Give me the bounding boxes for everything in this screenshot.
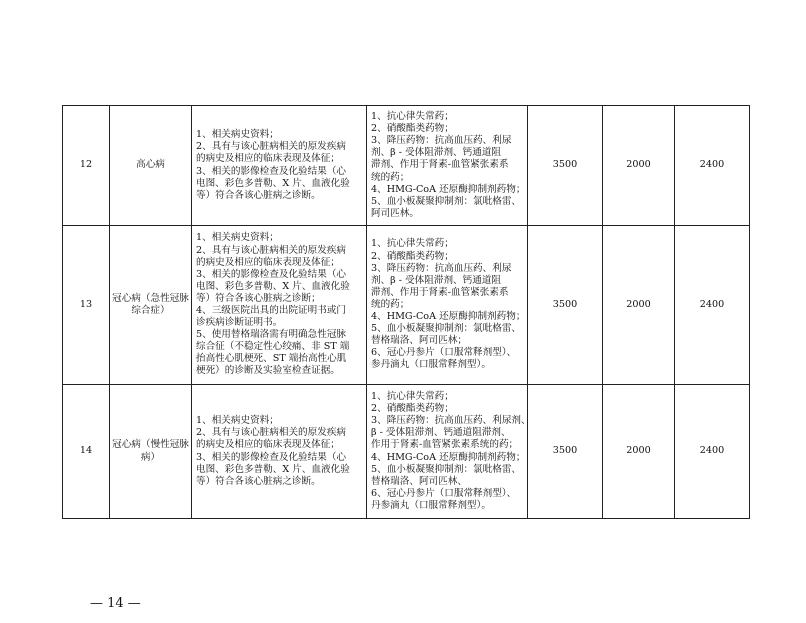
- drug-line: 阿司匹林。: [371, 207, 419, 219]
- row-number: 14: [63, 385, 110, 519]
- criteria-line: 等）符合各该心脏病之诊断。: [196, 475, 321, 487]
- drug-line: 1、抗心律失常药；: [371, 111, 454, 123]
- row-number: 12: [63, 106, 110, 226]
- disease-name: 高心病: [110, 106, 192, 226]
- drug-list: [367, 385, 531, 519]
- drug-line: 5、血小板凝聚抑制剂：氯吡格雷、: [371, 463, 522, 475]
- criteria-line: 2、具有与该心脏病相关的原发疾病: [196, 427, 347, 439]
- drug-line: 4、HMG-CoA 还原酶抑制剂药物；: [371, 451, 526, 463]
- drug-line: 3、降压药物：抗高血压药、利尿: [371, 262, 512, 274]
- amount-3: 2400: [675, 385, 750, 519]
- drug-line: 统的药；: [371, 298, 410, 310]
- amount-2: 2000: [603, 106, 675, 226]
- amount-1: 3500: [528, 226, 603, 385]
- drug-line: 剂、β - 受体阻滞剂、钙通道阻: [371, 147, 502, 159]
- drug-line: 5、血小板凝聚抑制剂：氯吡格雷、: [371, 323, 522, 335]
- amount-2: 2000: [603, 385, 675, 519]
- drug-line: 1、抗心律失常药；: [371, 391, 454, 403]
- drug-line: 6、冠心丹参片（口服常释剂型）、: [371, 487, 517, 499]
- table-row: [63, 385, 750, 519]
- drug-line: 作用于肾素-血管紧张素系统的药；: [371, 439, 519, 451]
- drug-line: 3、降压药物：抗高血压药、利尿: [371, 135, 512, 147]
- criteria-line: 的病史及相应的临床表现及体征；: [196, 153, 340, 165]
- drug-line: 替格瑞洛、阿司匹林、: [371, 475, 467, 487]
- criteria-line: 1、相关病史资料；: [196, 129, 279, 141]
- criteria-line: 诊疾病诊断证明书。: [196, 317, 283, 329]
- diagnostic-criteria: [192, 106, 367, 226]
- criteria-line: 2、具有与该心脏病相关的原发疾病: [196, 244, 347, 256]
- disease-name: 冠心病（急性冠脉综合症）: [110, 226, 192, 385]
- drug-line: 2、硝酸酯类药物；: [371, 403, 454, 415]
- criteria-line: 5、使用替格瑞洛需有明确急性冠脉: [196, 329, 347, 341]
- criteria-line: 的病史及相应的临床表现及体征；: [196, 439, 340, 451]
- criteria-line: 等）符合各该心脏病之诊断；: [196, 292, 321, 304]
- criteria-line: 综合征（不稳定性心绞痛、非 ST 端: [196, 341, 350, 353]
- drug-line: 滞剂、作用于肾素-血管紧张素系: [371, 159, 509, 171]
- drug-list: [367, 106, 528, 226]
- drug-line: 2、硝酸酯类药物；: [371, 123, 454, 135]
- page-number: — 14 —: [90, 596, 141, 611]
- amount-3: 2400: [675, 226, 750, 385]
- amount-1: 3500: [528, 106, 603, 226]
- drug-line: 替格瑞洛、阿司匹林；: [371, 335, 467, 347]
- criteria-line: 抬高性心肌梗死、ST 端抬高性心肌: [196, 353, 347, 365]
- table-row: [63, 106, 750, 226]
- drug-line: 参丹滴丸（口服常释剂型）。: [371, 359, 491, 371]
- drug-line: 统的药；: [371, 171, 410, 183]
- amount-1: 3500: [528, 385, 603, 519]
- amount-3: 2400: [675, 106, 750, 226]
- drug-line: 2、硝酸酯类药物；: [371, 250, 454, 262]
- criteria-line: 1、相关病史资料；: [196, 415, 279, 427]
- criteria-line: 4、三级医院出具的出院证明书或门: [196, 305, 347, 316]
- diagnostic-criteria: [192, 385, 367, 519]
- drug-line: 滞剂、作用于肾素-血管紧张素系: [371, 286, 509, 298]
- drug-line: β - 受体阻滞剂、钙通道阻滞剂、: [371, 427, 511, 439]
- drug-list: [367, 226, 528, 385]
- table-row: [63, 226, 750, 385]
- drug-line: 4、HMG-CoA 还原酶抑制剂药物；: [371, 183, 526, 195]
- criteria-line: 梗死）的诊断及实验室检查证据。: [196, 365, 340, 377]
- criteria-line: 3、相关的影像检查及化验结果（心: [196, 165, 347, 177]
- drug-line: 丹参滴丸（口服常释剂型）。: [371, 499, 491, 511]
- criteria-line: 电图、彩色多普勒、X 片、血液化验: [196, 463, 350, 475]
- drug-line: 6、冠心丹参片（口服常释剂型）、: [371, 347, 517, 359]
- diagnostic-criteria: [192, 226, 367, 385]
- row-number: 13: [63, 226, 110, 385]
- policy-table: [62, 105, 750, 519]
- criteria-line: 电图、彩色多普勒、X 片、血液化验: [196, 177, 350, 189]
- drug-line: 1、抗心律失常药；: [371, 238, 454, 250]
- criteria-line: 等）符合各该心脏病之诊断。: [196, 189, 321, 201]
- drug-line: 4、HMG-CoA 还原酶抑制剂药物；: [371, 311, 526, 323]
- amount-2: 2000: [603, 226, 675, 385]
- criteria-line: 的病史及相应的临床表现及体征；: [196, 256, 340, 268]
- criteria-line: 电图、彩色多普勒、X 片、血液化验: [196, 280, 350, 292]
- criteria-line: 3、相关的影像检查及化验结果（心: [196, 268, 347, 280]
- drug-line: 剂、β - 受体阻滞剂、钙通道阻: [371, 274, 502, 286]
- disease-name: 冠心病（慢性冠脉病）: [110, 385, 192, 519]
- criteria-line: 1、相关病史资料；: [196, 232, 279, 244]
- drug-line: 3、降压药物：抗高血压药、利尿剂、: [371, 415, 531, 427]
- criteria-line: 2、具有与该心脏病相关的原发疾病: [196, 141, 347, 153]
- drug-line: 5、血小板凝聚抑制剂：氯吡格雷、: [371, 195, 522, 207]
- criteria-line: 3、相关的影像检查及化验结果（心: [196, 451, 347, 463]
